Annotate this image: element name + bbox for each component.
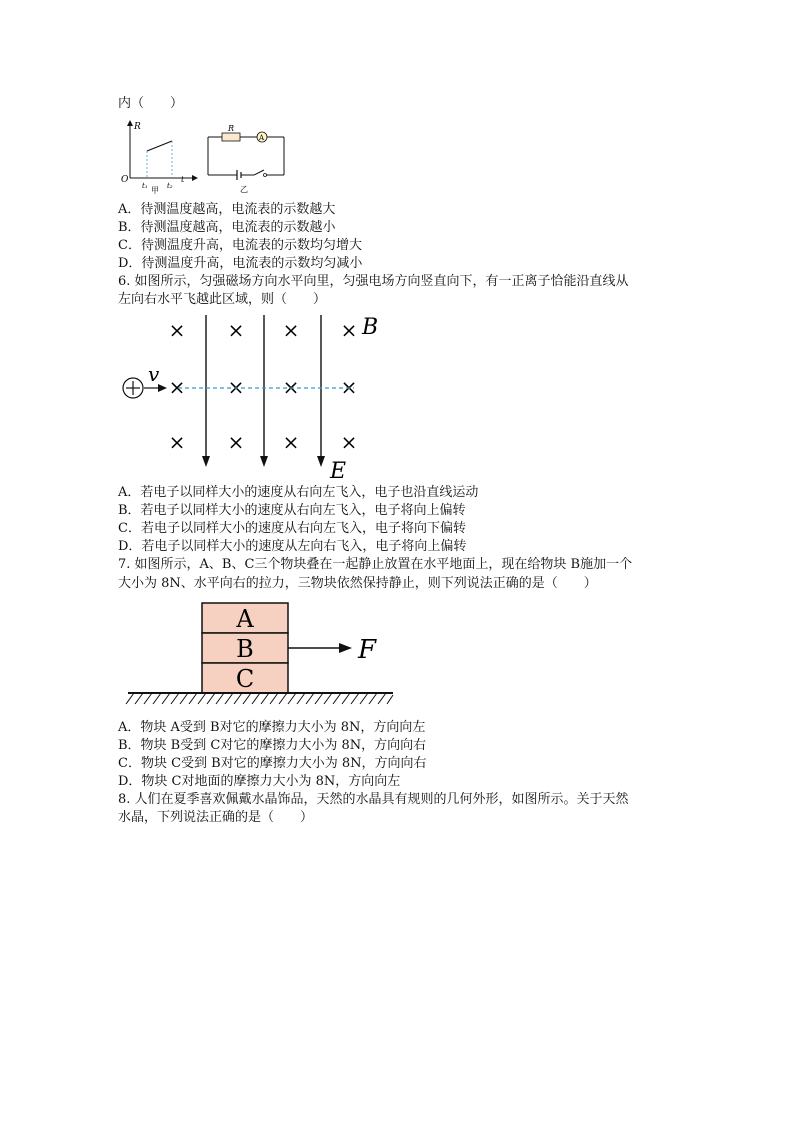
q6-option-a: A．若电子以同样大小的速度从右向左飞入，电子也沿直线运动 — [118, 485, 479, 500]
q5-option-b: B．待测温度越高，电流表的示数越小 — [118, 220, 336, 235]
velocity-label: v — [148, 362, 160, 386]
ground-hatching — [126, 693, 393, 704]
circuit-ammeter-label: A — [259, 134, 265, 142]
block-c-label: C — [235, 665, 255, 693]
field-cross: × — [282, 318, 300, 342]
field-cross: × — [227, 375, 245, 399]
q5-graph-figure — [120, 118, 200, 194]
q6-stem-line1: 6. 如图所示，匀强磁场方向水平向里，匀强电场方向竖直向下，有一正离子恰能沿直线从 — [118, 274, 629, 289]
b-field-label: B — [362, 315, 379, 340]
field-cross: × — [168, 375, 186, 399]
field-cross: × — [168, 430, 186, 454]
q5-stem-tail: 内（ ） — [118, 96, 184, 111]
graph-t2-label: t₂ — [167, 182, 173, 190]
q5-option-d: D．待测温度升高，电流表的示数均匀减小 — [118, 256, 363, 271]
q6-option-b: B．若电子以同样大小的速度从右向左飞入，电子将向上偏转 — [118, 503, 466, 518]
q6-field-figure — [118, 310, 398, 484]
q8-stem-line1: 8. 人们在夏季喜欢佩戴水晶饰品，天然的水晶具有规则的几何外形，如图所示。关于天然 — [118, 792, 629, 807]
field-cross: × — [227, 430, 245, 454]
field-cross: × — [282, 375, 300, 399]
q7-option-d: D．物块 C对地面的摩擦力大小为 8N，方向向左 — [118, 774, 401, 789]
field-cross: × — [168, 318, 186, 342]
force-label: F — [358, 635, 377, 665]
field-cross: × — [227, 318, 245, 342]
q5-circuit-figure — [204, 122, 290, 194]
field-cross: × — [340, 318, 358, 342]
field-cross: × — [340, 375, 358, 399]
q5-option-a: A．待测温度越高，电流表的示数越大 — [118, 202, 336, 217]
graph-origin-label: O — [121, 175, 129, 185]
switch-symbol — [254, 170, 264, 175]
q6-stem-line2: 左向右水平飞越此区域，则（ ） — [118, 292, 327, 307]
q5-option-c: C．待测温度升高，电流表的示数均匀增大 — [118, 238, 362, 253]
q7-option-b: B．物块 B受到 C对它的摩擦力大小为 8N，方向向右 — [118, 738, 427, 753]
q7-blocks-figure — [125, 600, 400, 712]
resistor-symbol — [222, 133, 240, 141]
e-field-label: E — [330, 459, 347, 484]
graph-caption: 甲 — [151, 186, 159, 195]
graph-axis-t-label: t — [181, 175, 185, 184]
circuit-caption: 乙 — [240, 185, 248, 194]
field-cross: × — [282, 430, 300, 454]
block-b-label: B — [236, 635, 254, 663]
q7-option-a: A．物块 A受到 B对它的摩擦力大小为 8N，方向向左 — [118, 720, 426, 735]
circuit-resistor-label: R — [228, 124, 235, 133]
q6-option-d: D．若电子以同样大小的速度从左向右飞入，电子将向上偏转 — [118, 539, 467, 554]
q7-stem-line1: 7. 如图所示，A、B、C三个物块叠在一起静止放置在水平地面上，现在给物块 B施加一个 — [118, 557, 633, 572]
block-a-label: A — [236, 605, 254, 633]
q6-option-c: C．若电子以同样大小的速度从右向左飞入，电子将向下偏转 — [118, 521, 466, 536]
graph-t1-label: t₁ — [142, 182, 148, 190]
q8-stem-line2: 水晶，下列说法正确的是（ ） — [118, 810, 314, 825]
graph-axis-r-label: R — [134, 122, 141, 132]
q7-stem-line2: 大小为 8N、水平向右的拉力，三物块依然保持静止，则下列说法正确的是（ ） — [118, 576, 597, 591]
q7-option-c: C．物块 C受到 B对它的摩擦力大小为 8N，方向向右 — [118, 756, 427, 771]
field-cross: × — [340, 430, 358, 454]
